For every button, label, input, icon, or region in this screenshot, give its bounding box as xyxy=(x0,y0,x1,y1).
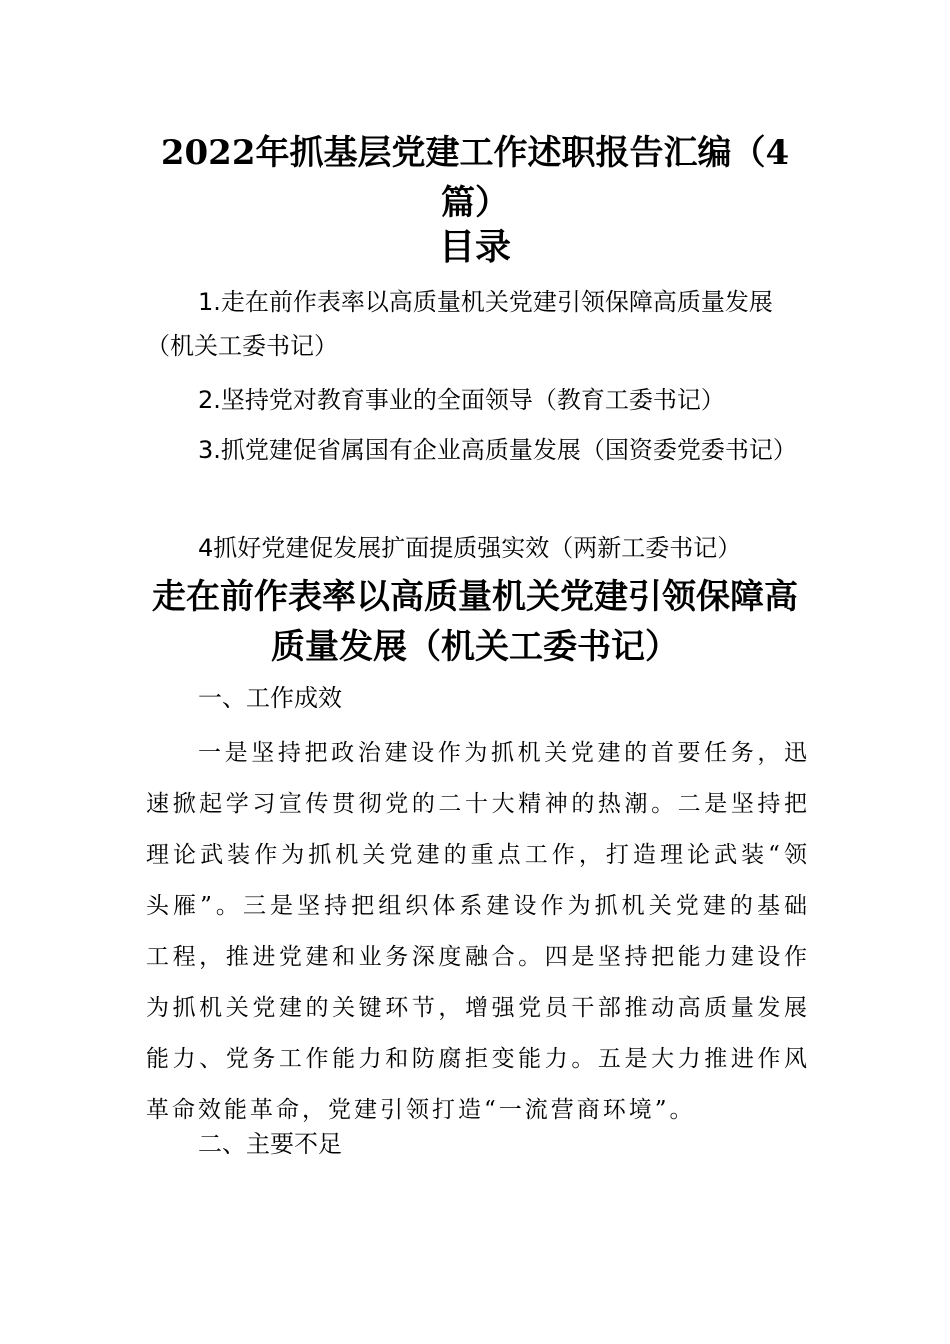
subheading-shortcomings: 二、主要不足 xyxy=(198,1130,342,1158)
toc-item-2: 2.坚持党对教育事业的全面领导（教育工委书记） xyxy=(198,386,725,414)
toc-heading: 目录 xyxy=(438,226,511,268)
toc-item-4: 4抓好党建促发展扩面提质强实效（两新工委书记） xyxy=(198,534,742,562)
document-title: 2022年抓基层党建工作述职报告汇编（4篇） xyxy=(160,133,790,223)
body-paragraph: 一是坚持把政治建设作为抓机关党建的首要任务，迅速掀起学习宣传贯彻党的二十大精神的热潮。二是坚持把理论武装作为抓机关党建的重点工作，打造理论武装“领头雁”。三是坚持把组织体系建设作为抓机关党建的基础工程，推进党建和业务深度融合。四是坚持把能力建设作为抓机关党建的关键环节，增强党员干部推动高质量发展能力、党务工作能力和防腐拒变能力。五是大力推进作风革命效能革命，党建引领打造“一流营商环境”。 xyxy=(146,740,810,1123)
section-title: 走在前作表率以高质量机关党建引领保障高质量发展（机关工委书记） xyxy=(152,577,798,667)
toc-item-1: 1.走在前作表率以高质量机关党建引领保障高质量发展（机关工委书记） xyxy=(146,288,773,360)
toc-item-3: 3.抓党建促省属国有企业高质量发展（国资委党委书记） xyxy=(198,436,797,464)
subheading-work-results: 一、工作成效 xyxy=(198,684,342,712)
